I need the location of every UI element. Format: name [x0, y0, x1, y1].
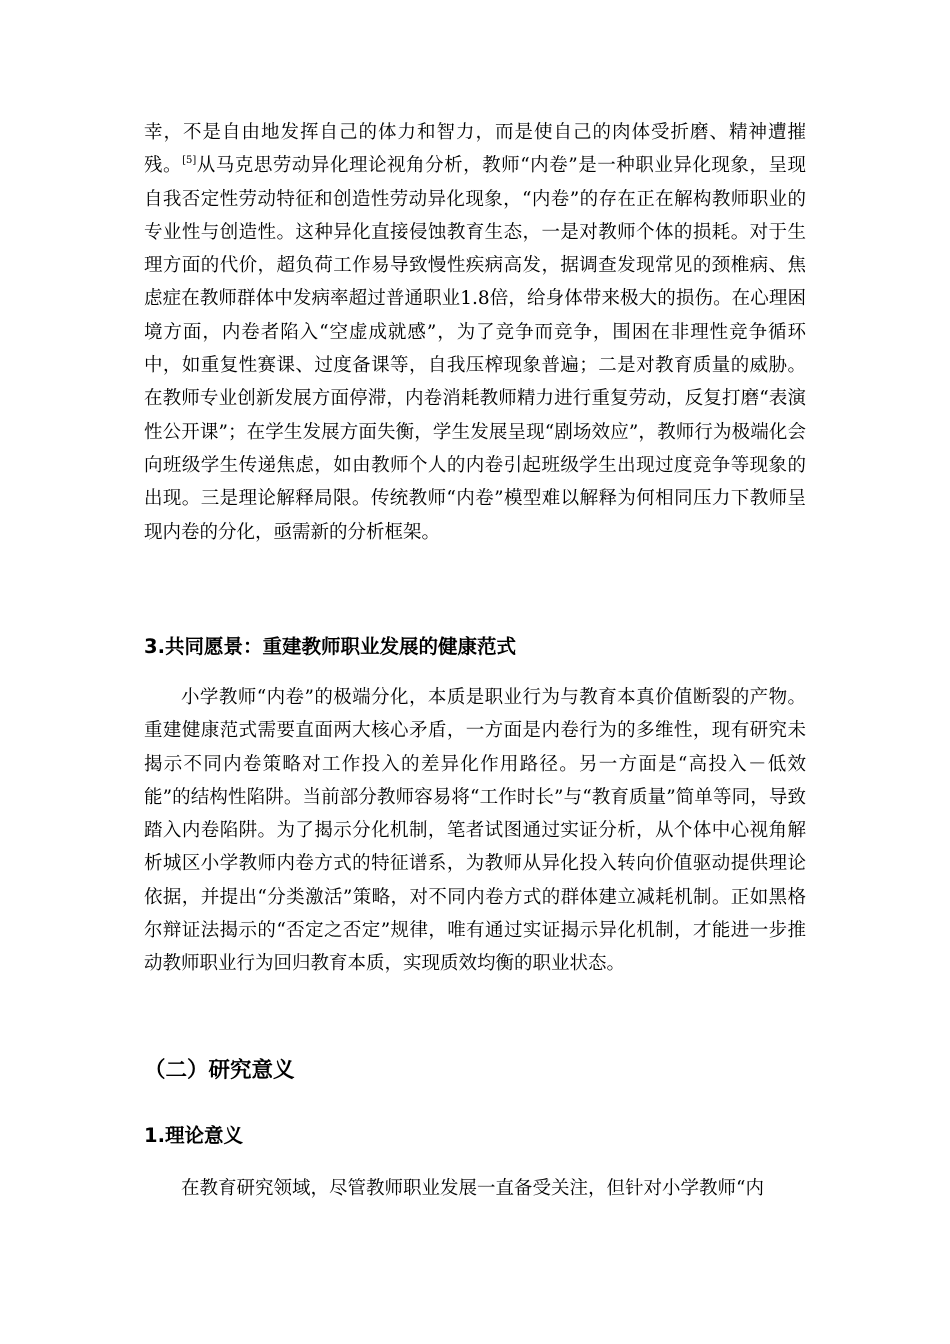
- section-heading-shared-vision: 3.共同愿景：重建教师职业发展的健康范式: [144, 635, 516, 658]
- section-heading-research-significance: （二）研究意义: [144, 1058, 295, 1083]
- citation-ref: [5]: [182, 155, 197, 167]
- body-paragraph-health-paradigm: 小学教师“内卷”的极端分化，本质是职业行为与教育本真价值断裂的产物。重建健康范式需要直面两大核心矛盾，一方面是内卷行为的多维性，现有研究未揭示不同内卷策略对工作投入的差异化作用路径。另一方面是“高投入－低效能”的结构性陷阱。当前部分教师容易将“工作时长”与“教育质量”简单等同，导致踏入内卷陷阱。为了揭示分化机制，笔者试图通过实证分析，从个体中心视角解析城区小学教师内卷方式的特征谱系，为教师从异化投入转向价值驱动提供理论依据，并提出“分类激活”策略，对不同内卷方式的群体建立减耗机制。正如黑格尔辩证法揭示的“否定之否定”规律，唯有通过实证揭示异化机制，才能进一步推动教师职业行为回归教育本质，实现质效均衡的职业状态。: [144, 687, 806, 975]
- paragraph-text-after-ref: 从马克思劳动异化理论视角分析，教师“内卷”是一种职业异化现象，呈现自我否定性劳动特征和创造性劳动异化现象，“内卷”的存在正在解构教师职业的专业性与创造性。这种异化直接侵蚀教育生态，一是对教师个体的损耗。对于生理方面的代价，超负荷工作易导致慢性疾病高发，据调查发现常见的颈椎病、焦虑症在教师群体中发病率超过普通职业1.8倍，给身体带来极大的损伤。在心理困境方面，内卷者陷入“空虚成就感”，为了竞争而竞争，围困在非理性竞争循环中，如重复性赛课、过度备课等，自我压榨现象普遍；二是对教育质量的威胁。在教师专业创新发展方面停滞，内卷消耗教师精力进行重复劳动，反复打磨“表演性公开课”；在学生发展方面失衡，学生发展呈现“剧场效应”，教师行为极端化会向班级学生传递焦虑，如由教师个人的内卷引起班级学生出现过度竞争等现象的出现。三是理论解释局限。传统教师“内卷”模型难以解释为何相同压力下教师呈现内卷的分化，亟需新的分析框架。: [144, 155, 806, 543]
- body-paragraph-theoretical: 在教育研究领域，尽管教师职业发展一直备受关注，但针对小学教师“内: [181, 1178, 764, 1199]
- body-paragraph-alienation: [144, 116, 806, 549]
- section-heading-theoretical-significance: 1.理论意义: [144, 1124, 243, 1147]
- paragraph-text-before-ref: 幸，不是自由地发挥自己的体力和智力，而是使自己的肉体受折磨、精神遭摧残。: [144, 122, 806, 177]
